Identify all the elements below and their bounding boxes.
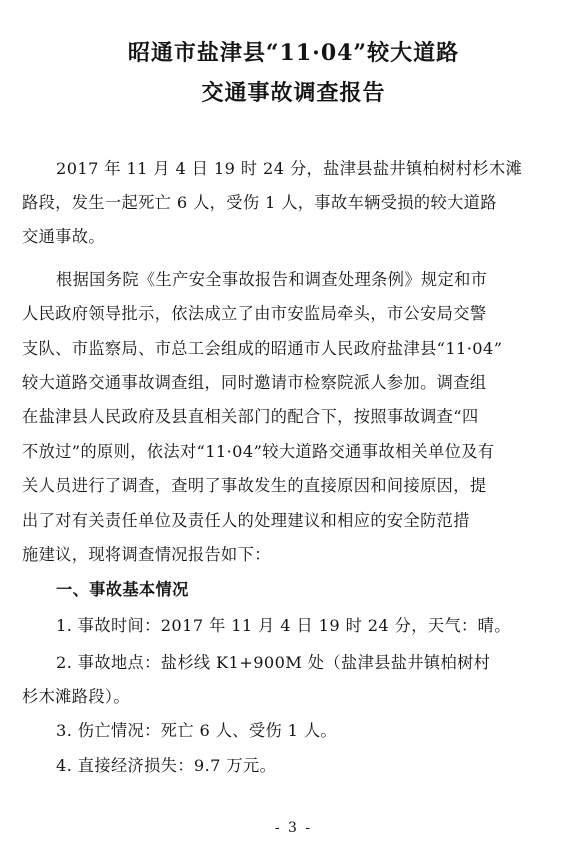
section-heading: 一、事故基本情况 <box>56 580 189 599</box>
item-2-line-1: 2. 事故地点：盐杉线 K1+900M 处（盐津县盐井镇柏树村 <box>56 653 491 672</box>
paragraph-2-line-7: 关人员进行了调查，查明了事故发生的直接原因和间接原因，提 <box>22 476 487 495</box>
item-3: 3. 伤亡情况：死亡 6 人、受伤 1 人。 <box>56 721 338 740</box>
paragraph-2-line-1: 根据国务院《生产安全事故报告和调查处理条例》规定和市 <box>56 270 488 289</box>
paragraph-2-line-9: 施建议，现将调查情况报告如下： <box>22 545 271 564</box>
item-2-line-2: 杉木滩路段）。 <box>22 687 131 706</box>
paragraph-1-line-2: 路段，发生一起死亡 6 人，受伤 1 人，事故车辆受损的较大道路 <box>22 193 497 212</box>
paragraph-2-line-5: 在盐津县人民政府及县直相关部门的配合下，按照事故调查“四 <box>22 407 479 426</box>
paragraph-2-line-2: 人民政府领导批示，依法成立了由市安监局牵头，市公安局交警 <box>22 304 487 323</box>
paragraph-2-line-6: 不放过”的原则，依法对“11·04”较大道路交通事故相关单位及有 <box>22 442 495 461</box>
item-1: 1. 事故时间：2017 年 11 月 4 日 19 时 24 分，天气：晴。 <box>56 616 511 635</box>
paragraph-1-line-1: 2017 年 11 月 4 日 19 时 24 分，盐津县盐井镇柏树村杉木滩 <box>56 159 523 178</box>
paragraph-2-line-3: 支队、市监察局、市总工会组成的昭通市人民政府盐津县“11·04” <box>22 339 503 358</box>
report-title-line-1: 昭通市盐津县“11·04”较大道路 <box>127 40 460 66</box>
paragraph-1-line-3: 交通事故。 <box>22 227 105 246</box>
paragraph-2-line-8: 出了对有关责任单位及责任人的处理建议和相应的安全防范措 <box>22 511 470 530</box>
item-4: 4. 直接经济损失：9.7 万元。 <box>56 756 277 775</box>
paragraph-2-line-4: 较大道路交通事故调查组，同时邀请市检察院派人参加。调查组 <box>22 373 487 392</box>
report-title-line-2: 交通事故调查报告 <box>201 80 386 106</box>
page-number: - 3 - <box>274 820 313 836</box>
